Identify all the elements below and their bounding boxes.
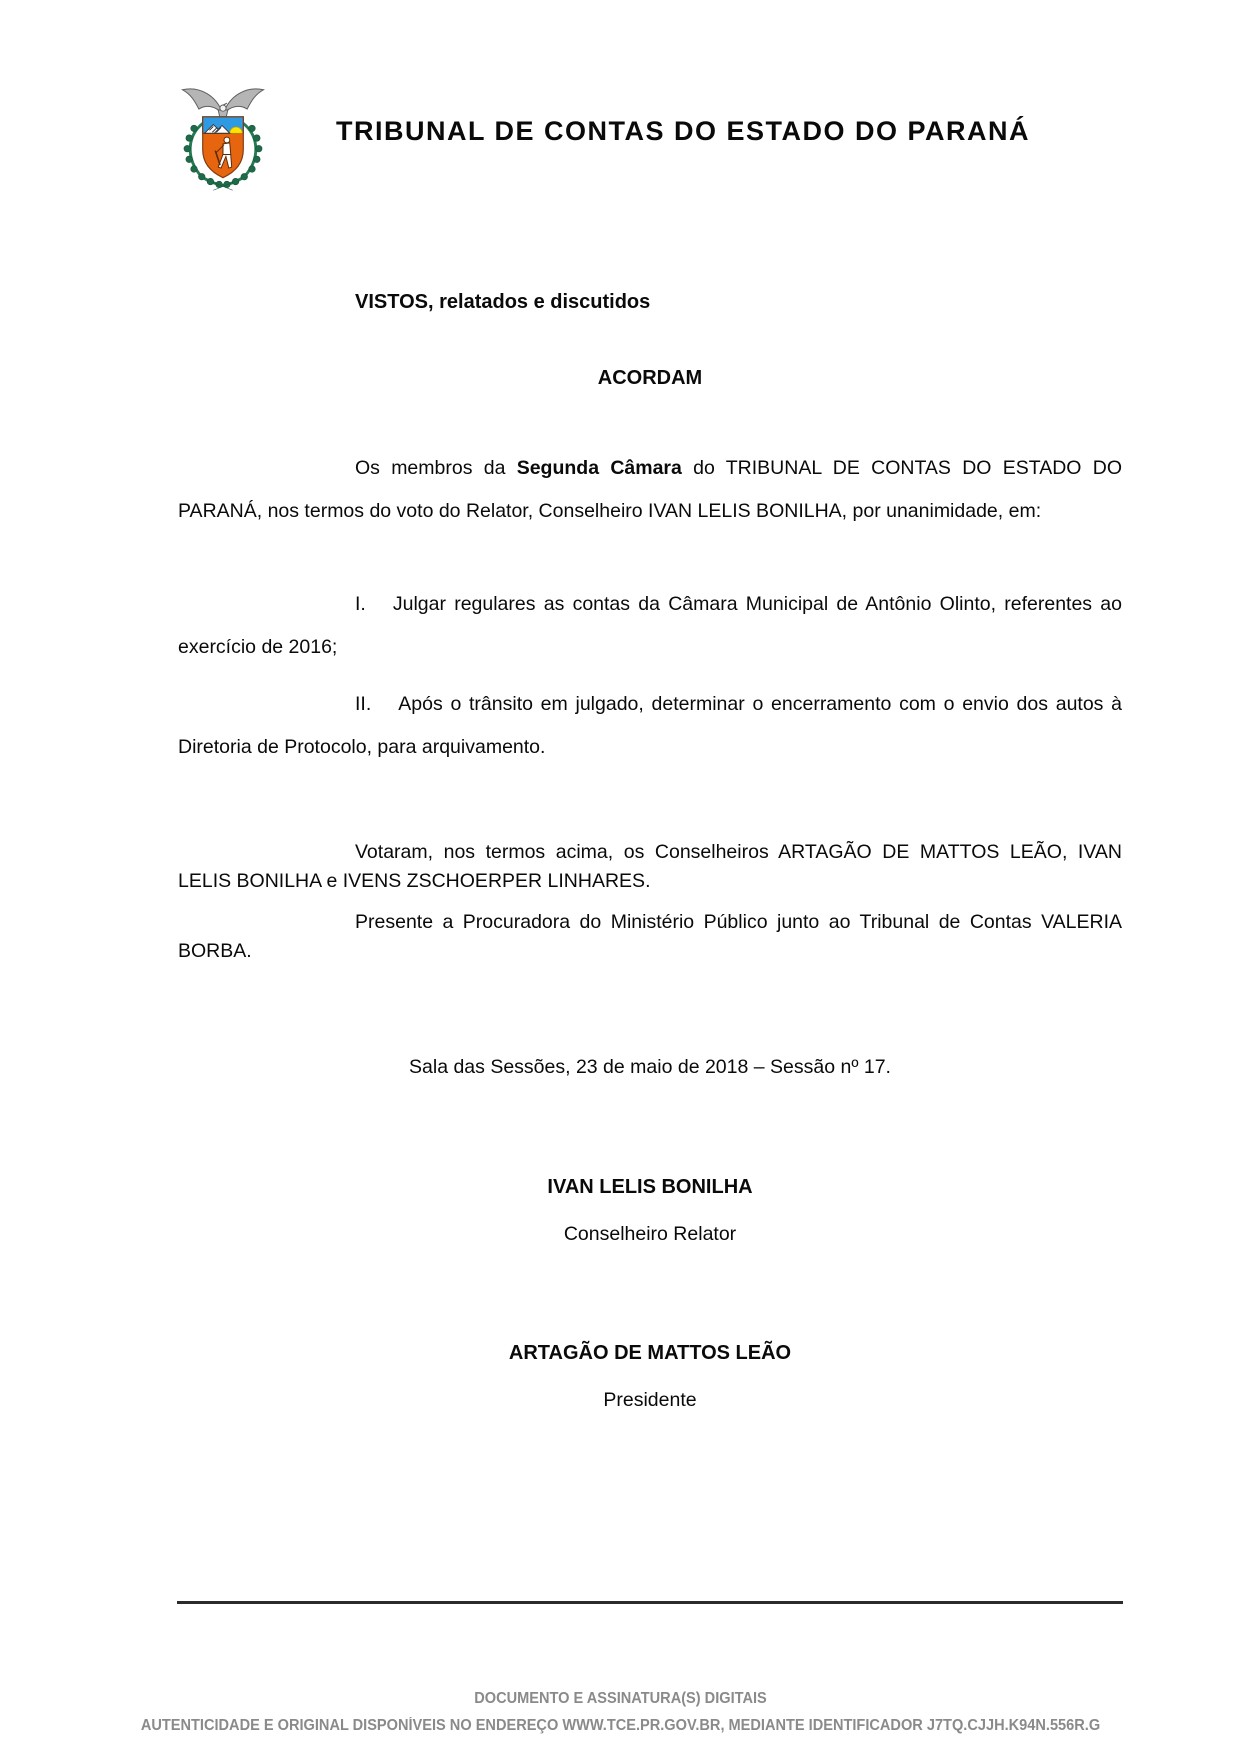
acordam-heading: ACORDAM: [597, 367, 703, 389]
signature-1-role: Conselheiro Relator: [563, 1223, 737, 1245]
signature-1-name: IVAN LELIS BONILHA: [547, 1176, 753, 1198]
paragraph-members-bold: Segunda Câmara: [516, 457, 682, 479]
vistos-heading: VISTOS, relatados e discutidos: [355, 291, 651, 313]
paragraph-votaram: Votaram, nos termos acima, os Conselheiros ARTAGÃO DE MATTOS LEÃO, IVAN LELIS BONILHA e IVENS ZSCHOERPER LINHARES.: [178, 841, 1122, 892]
list-item-2-number: II.: [355, 693, 372, 715]
list-item-1-text: Julgar regulares as contas da Câmara Municipal de Antônio Olinto, referentes ao exercício de 2016;: [178, 593, 1122, 658]
list-item-2-text: Após o trânsito em julgado, determinar o encerramento com o envio dos autos à Diretoria de Protocolo, para arquivamento.: [178, 693, 1122, 758]
parana-coat-of-arms-icon: [174, 82, 272, 198]
session-date-line: Sala das Sessões, 23 de maio de 2018 – Sessão nº 17.: [409, 1056, 891, 1078]
footer-line-1: DOCUMENTO E ASSINATURA(S) DIGITAIS: [474, 1690, 767, 1707]
footer-line-2: AUTENTICIDADE E ORIGINAL DISPONÍVEIS NO ENDEREÇO WWW.TCE.PR.GOV.BR, MEDIANTE IDENTIFICADOR J7TQ.CJJH.K94N.556R.G: [140, 1717, 1101, 1734]
digital-signature-footer: [0, 1685, 1241, 1739]
paragraph-members-post: do TRIBUNAL DE CONTAS DO ESTADO DO PARANÁ, nos termos do voto do Relator, Conselheiro IVAN LELIS BONILHA, por unanimidade, em:: [178, 457, 1122, 522]
paragraph-presente: Presente a Procuradora do Ministério Público junto ao Tribunal de Contas VALERIA BORBA.: [178, 911, 1122, 962]
list-item-1-number: I.: [355, 593, 366, 615]
signature-2-name: ARTAGÃO DE MATTOS LEÃO: [508, 1342, 792, 1364]
signature-2-role: Presidente: [603, 1389, 697, 1411]
list-item-2: [178, 683, 1122, 769]
page-title: TRIBUNAL DE CONTAS DO ESTADO DO PARANÁ: [336, 116, 1031, 146]
footer-divider: [177, 1601, 1123, 1604]
list-item-1: [178, 583, 1122, 669]
paragraph-members: [178, 447, 1122, 533]
paragraph-members-pre: Os membros da: [355, 457, 517, 479]
